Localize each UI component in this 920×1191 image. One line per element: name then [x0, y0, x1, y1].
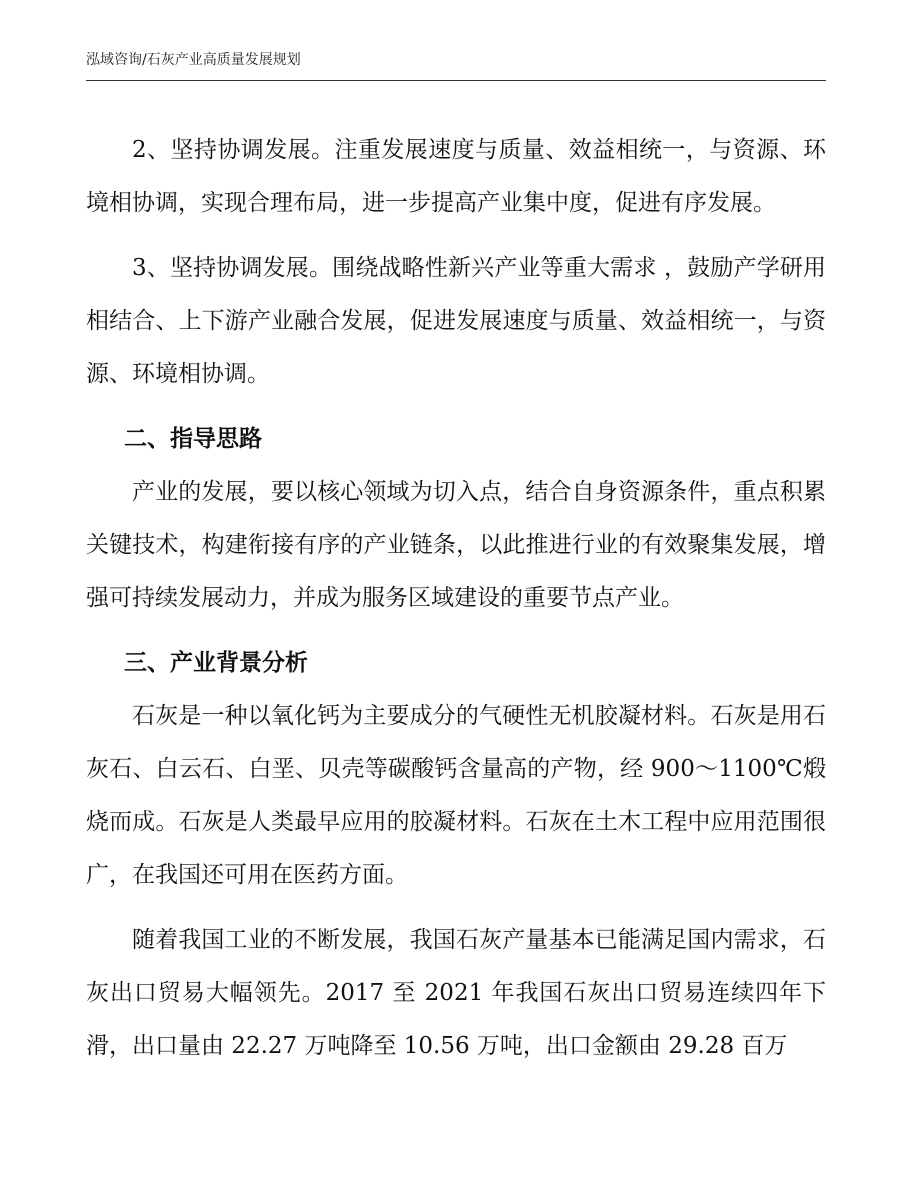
paragraph-gap [86, 230, 826, 242]
paragraph-guiding-ideas: 产业的发展，要以核心领域为切入点，结合自身资源条件，重点积累关键技术，构建衔接有序的产业链条，以此推进行业的有效聚集发展，增强可持续发展动力，并成为服务区域建设的重要节点产业。 [86, 479, 826, 611]
paragraph-lime-definition: 石灰是一种以氧化钙为主要成分的气硬性无机胶凝材料。石灰是用石灰石、白云石、白垩、贝壳等碳酸钙含量高的产物，经 900～1100℃煅烧而成。石灰是人类最早应用的胶凝材料。石灰在土木工程中应用范围很广，在我国还可用在医药方面。 [86, 703, 826, 888]
section-heading-industry-background: 三、产业背景分析 [124, 650, 308, 676]
header-divider [86, 80, 826, 81]
running-header: 泓域咨询/石灰产业高质量发展规划 [86, 52, 301, 68]
paragraph-gap [86, 625, 826, 637]
paragraph-coordinated-development-2: 3、坚持协调发展。围绕战略性新兴产业等重大需求 ，鼓励产学研用相结合、上下游产业融合发展，促进发展速度与质量、效益相统一，与资源、环境相协调。 [86, 255, 826, 387]
paragraph-gap [86, 401, 826, 413]
paragraph-coordinated-development-1: 2、坚持协调发展。注重发展速度与质量、效益相统一，与资源、环境相协调，实现合理布局，进一步提高产业集中度，促进有序发展。 [86, 137, 826, 216]
document-body [86, 124, 826, 1073]
paragraph-gap [86, 902, 826, 914]
paragraph-lime-export: 随着我国工业的不断发展，我国石灰产量基本已能满足国内需求，石灰出口贸易大幅领先。2017 至 2021 年我国石灰出口贸易连续四年下滑，出口量由 22.27 万吨降至 10.56 万吨，出口金额由 29.28 百万 [86, 927, 826, 1059]
section-heading-guiding-ideas: 二、指导思路 [124, 426, 262, 452]
